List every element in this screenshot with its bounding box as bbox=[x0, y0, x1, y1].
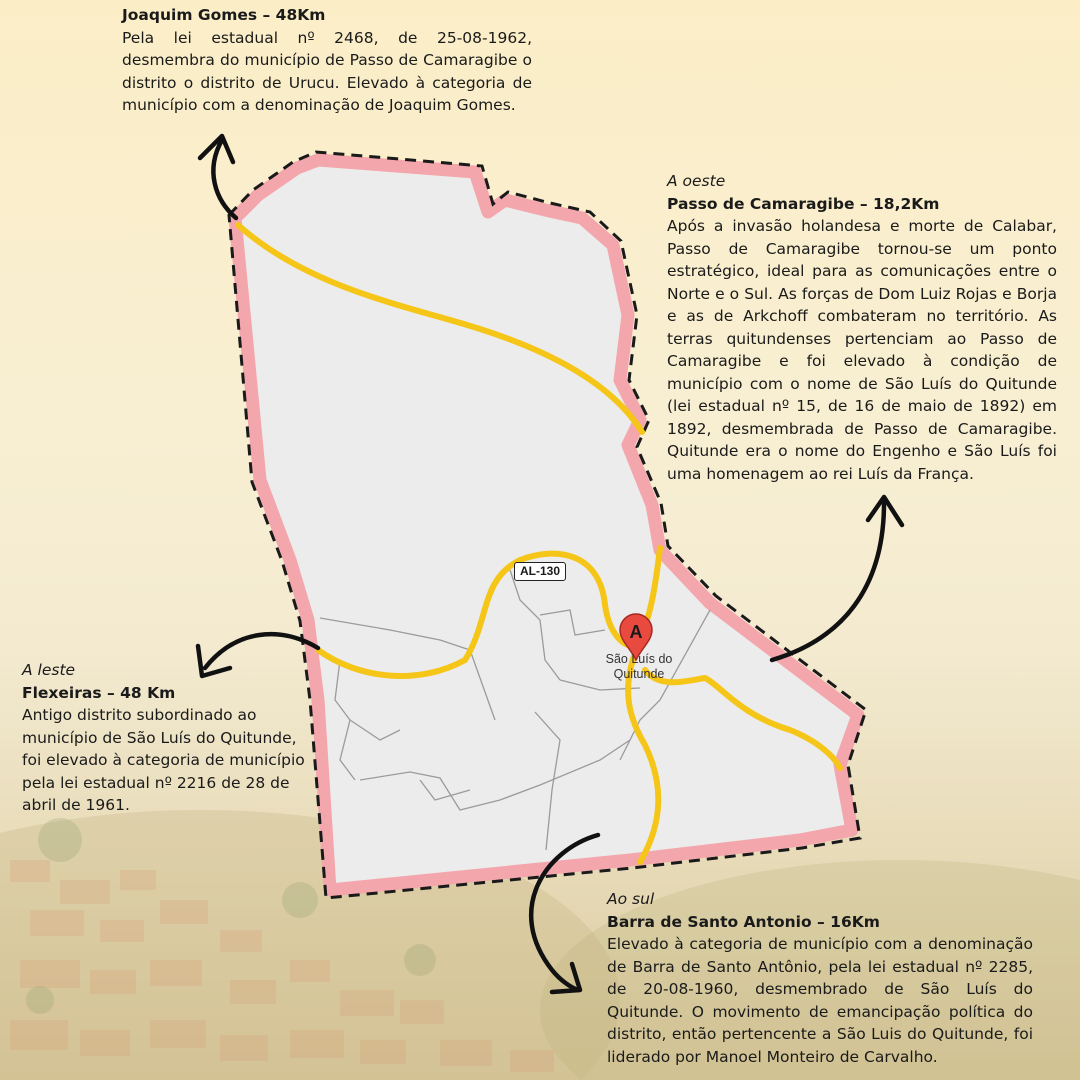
city-label-line2: Quitunde bbox=[613, 667, 665, 681]
east-info-block bbox=[22, 659, 312, 817]
east-body: Antigo distrito subordinado ao município de São Luís do Quitunde, foi elevado à categoria de município pela lei estadual nº 2216 de 28 de abril de 1961. bbox=[22, 706, 305, 814]
north-body: Pela lei estadual nº 2468, de 25-08-1962, desmembra do município de Passo de Camaragibe o distrito o distrito de Urucu. Elevado à categoria de município com a denominação de Joaquim Gomes. bbox=[122, 28, 532, 114]
east-title: Flexeiras – 48 Km bbox=[22, 683, 176, 702]
city-label bbox=[594, 652, 684, 682]
road-badge-al-130: AL-130 bbox=[514, 562, 566, 581]
marker-letter: A bbox=[629, 622, 643, 642]
south-direction: Ao sul bbox=[607, 890, 655, 908]
arrow-north-icon bbox=[213, 140, 236, 218]
north-title: Joaquim Gomes – 48Km bbox=[122, 6, 326, 24]
east-direction: A leste bbox=[22, 661, 76, 679]
west-direction: A oeste bbox=[667, 172, 726, 190]
west-body: Após a invasão holandesa e morte de Calabar, Passo de Camaragibe tornou-se um ponto estratégico, ideal para as comunicações entre o Norte e o Sul. As forças de Dom Luiz Rojas e Borja e as de Arkchoff combateram no território. As terras quitundenses pertenciam ao Passo de Camaragibe e foi elevado à condição de município com o nome de São Luís do Quitunde (lei estadual nº 15, de 16 de maio de 1892) em 1892, desmembrada de Passo de Camaragibe. Quitunde era o nome do Engenho e São Luís foi uma homenagem ao rei Luís da França. bbox=[667, 217, 1057, 483]
south-title: Barra de Santo Antonio – 16Km bbox=[607, 912, 880, 931]
south-info-block bbox=[607, 888, 1033, 1068]
west-title: Passo de Camaragibe – 18,2Km bbox=[667, 194, 940, 213]
west-info-block bbox=[667, 170, 1057, 485]
south-body: Elevado à categoria de município com a denominação de Barra de Santo Antônio, pela lei estadual nº 2285, de 20-08-1960, desmembrado de São Luís do Quitunde. O movimento de emancipação política do distrito, então pertencente a São Luis do Quitunde, foi liderado por Manoel Monteiro de Carvalho. bbox=[607, 935, 1033, 1066]
north-info-block bbox=[122, 4, 532, 117]
city-label-line1: São Luís do bbox=[605, 652, 673, 666]
arrow-northeast-icon bbox=[772, 500, 884, 660]
